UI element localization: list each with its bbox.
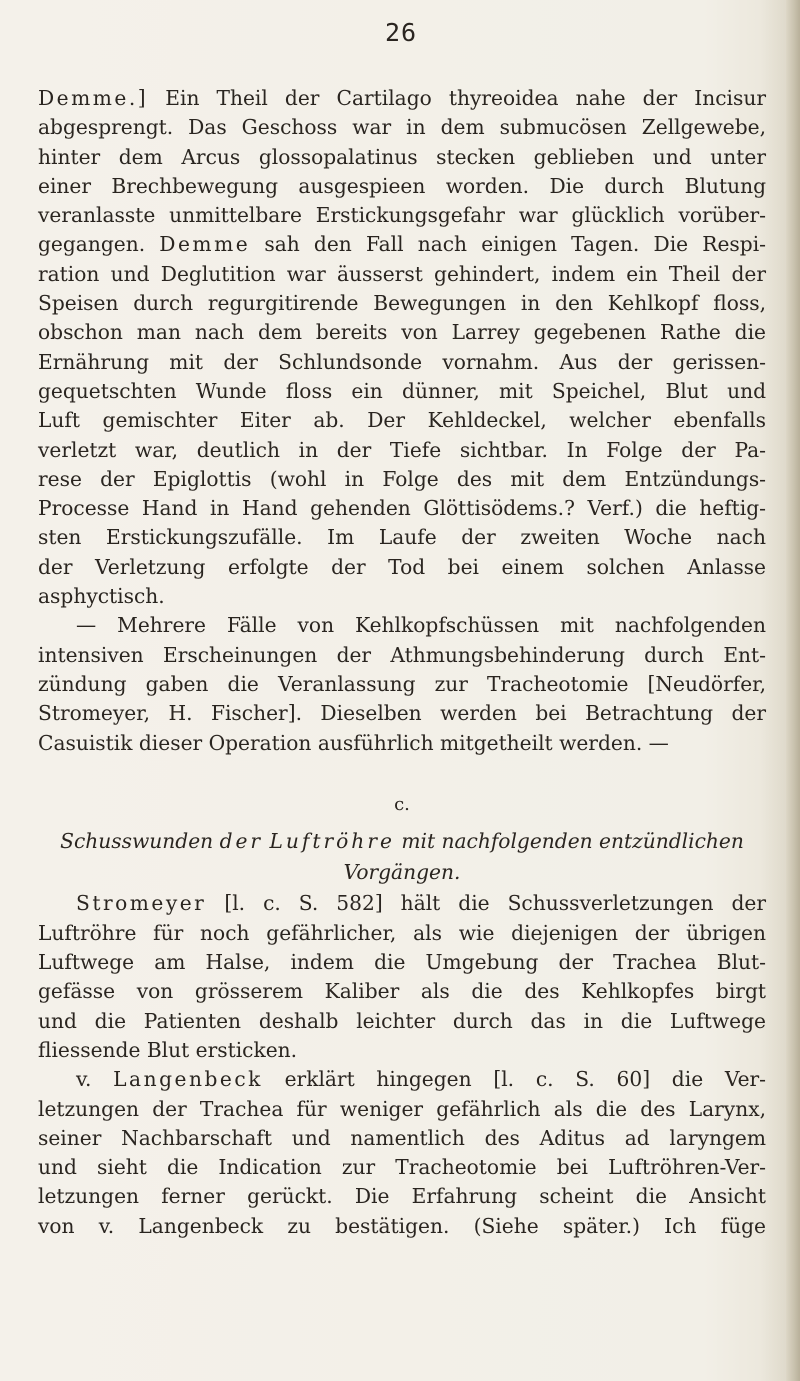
text-line: gefässe von grösserem Kaliber als die des Kehlkopfes birgt xyxy=(38,979,766,1004)
text-line: Speisen durch regurgitirende Bewegungen in den Kehlkopf floss, xyxy=(38,291,766,316)
text-line: gegangen. Demme sah den Fall nach einigen Tagen. Die Respi- xyxy=(38,232,766,257)
text-line: fliessende Blut ersticken. xyxy=(38,1037,298,1062)
text-line: letzungen der Trachea für weniger gefährlich als die des Larynx, xyxy=(38,1096,766,1121)
page-edge xyxy=(786,0,800,1381)
text-line: Luftröhre für noch gefährlicher, als wie diejenigen der übrigen xyxy=(38,920,766,945)
text-line: v. Langenbeck erklärt hingegen [l. c. S. 60] die Ver- xyxy=(76,1067,767,1092)
text-line: von v. Langenbeck zu bestätigen. (Siehe später.) Ich füge xyxy=(38,1213,766,1238)
section-title: Schusswunden der Luftröhre mit nachfolgenden entzündlichen xyxy=(60,828,744,853)
text-line: Luft gemischter Eiter ab. Der Kehldeckel, welcher ebenfalls xyxy=(38,408,766,433)
paragraph-langenbeck xyxy=(38,1065,766,1241)
section-letter: c. xyxy=(394,793,410,815)
text-line: und die Patienten deshalb leichter durch das in die Luftwege xyxy=(38,1008,766,1033)
text-line: Luftwege am Halse, indem die Umgebung der Trachea Blut- xyxy=(38,950,766,975)
text-block xyxy=(38,84,766,1241)
section-title-line2: Vorgängen. xyxy=(343,860,461,885)
text-line: Processe Hand in Hand gehenden Glöttisödems.? Verf.) die heftig- xyxy=(38,496,766,521)
text-line: Ernährung mit der Schlundsonde vornahm. Aus der gerissen- xyxy=(38,349,766,374)
text-line: einer Brechbewegung ausgespieen worden. Die durch Blutung xyxy=(38,173,766,198)
text-line: Stromeyer, H. Fischer]. Dieselben werden bei Betrachtung der xyxy=(38,701,766,726)
paragraph-kehlkopfschuesse xyxy=(38,611,766,757)
text-line: hinter dem Arcus glossopalatinus stecken geblieben und unter xyxy=(38,144,766,169)
text-line: Demme.] Ein Theil der Cartilago thyreoidea nahe der Incisur xyxy=(38,86,766,110)
text-line: obschon man nach dem bereits von Larrey gegebenen Rathe die xyxy=(38,320,766,345)
text-line: abgesprengt. Das Geschoss war in dem submucösen Zellgewebe, xyxy=(38,115,766,140)
paragraph-demme xyxy=(38,84,766,611)
page-number: 26 xyxy=(385,18,418,47)
text-line: asphyctisch. xyxy=(38,584,165,609)
paragraph-stromeyer xyxy=(38,889,766,1065)
text-line: veranlasste unmittelbare Erstickungsgefahr war glücklich vorüber- xyxy=(38,203,766,228)
text-line: verletzt war, deutlich in der Tiefe sichtbar. In Folge der Pa- xyxy=(38,437,766,462)
text-line: und sieht die Indication zur Tracheotomie bei Luftröhren-Ver- xyxy=(38,1155,766,1180)
text-line: rese der Epiglottis (wohl in Folge des mit dem Entzündungs- xyxy=(38,466,766,491)
text-line: intensiven Erscheinungen der Athmungsbehinderung durch Ent- xyxy=(38,642,766,667)
text-line: der Verletzung erfolgte der Tod bei einem solchen Anlasse xyxy=(38,554,766,579)
text-line: zündung gaben die Veranlassung zur Tracheotomie [Neudörfer, xyxy=(38,671,766,696)
text-line: seiner Nachbarschaft und namentlich des Aditus ad laryngem xyxy=(38,1125,766,1150)
text-line: — Mehrere Fälle von Kehlkopfschüssen mit nachfolgenden xyxy=(76,613,766,638)
text-line: letzungen ferner gerückt. Die Erfahrung scheint die Ansicht xyxy=(38,1184,766,1209)
text-line: sten Erstickungszufälle. Im Laufe der zweiten Woche nach xyxy=(38,525,766,550)
text-line: gequetschten Wunde floss ein dünner, mit Speichel, Blut und xyxy=(38,378,766,403)
text-line: Stromeyer [l. c. S. 582] hält die Schussverletzungen der xyxy=(76,891,766,916)
text-line: Casuistik dieser Operation ausführlich mitgetheilt werden. — xyxy=(38,730,669,755)
text-line: ration und Deglutition war äusserst gehindert, indem ein Theil der xyxy=(38,261,766,286)
